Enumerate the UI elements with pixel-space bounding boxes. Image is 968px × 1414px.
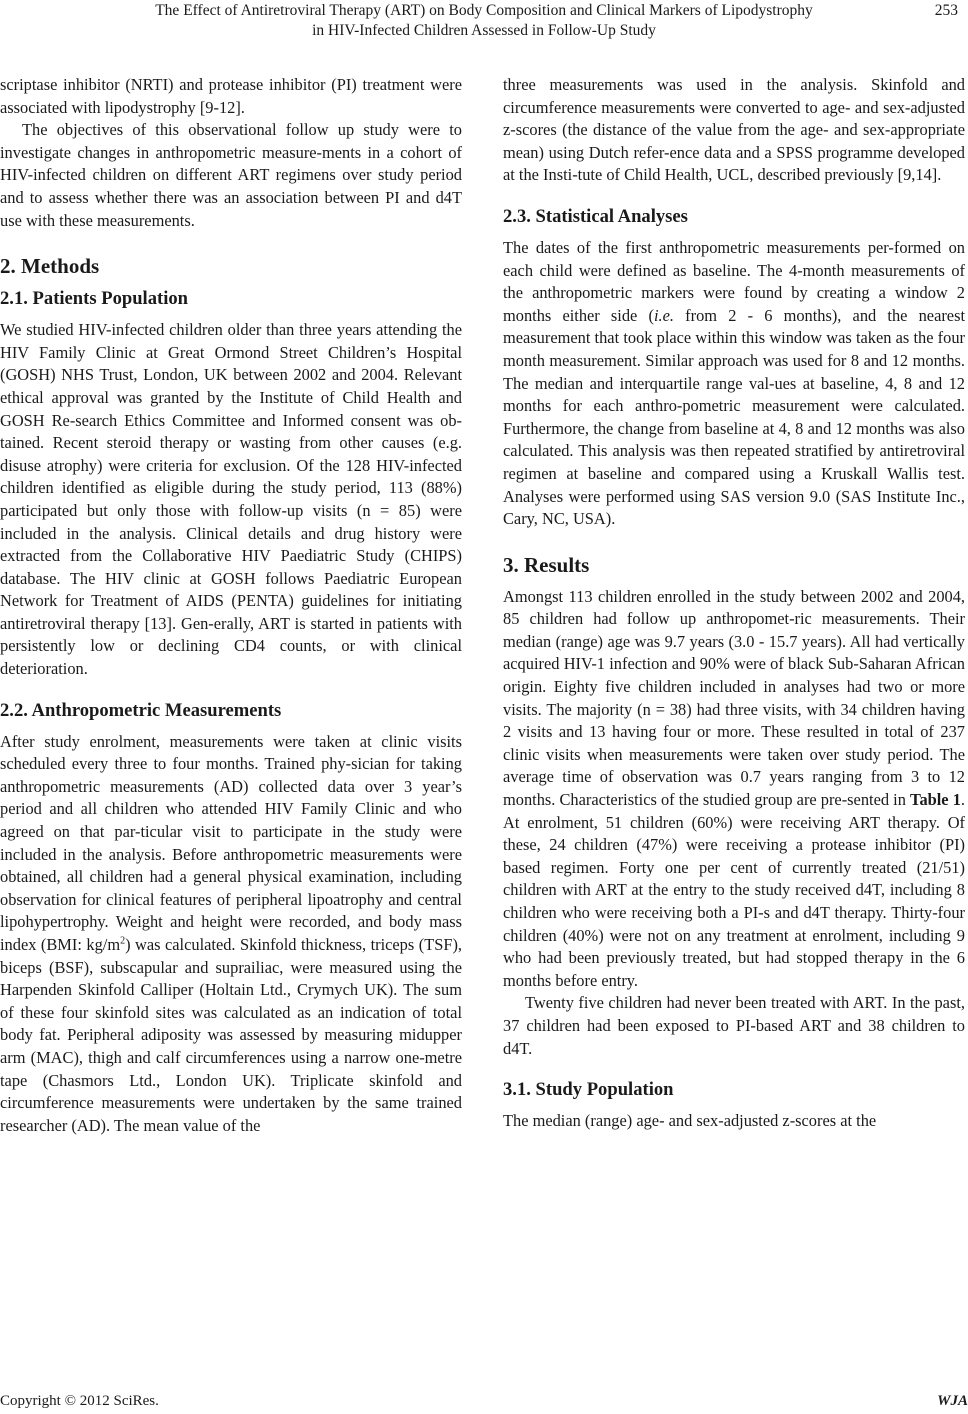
study-population-heading: 3.1. Study Population: [503, 1079, 674, 1101]
page-number: 253: [934, 2, 958, 19]
twenty-five-children-paragraph: Twenty five children had never been treated with ART. In the past, 37 children had been exposed to PI-based ART and 38 children to d4T.: [503, 993, 965, 1058]
results-paragraph: [503, 586, 965, 993]
statistical-analyses-heading: 2.3. Statistical Analyses: [503, 205, 688, 227]
results-text-part-1: Amongst 113 children enrolled in the study between 2002 and 2004, 85 children had follow up anthropomet-ric measurements. Their median (range) age was 9.7 years (3.0 - 15.7 years). All had vertically acquired HIV-1 infection and 90% were of black Sub-Saharan African origin. Eighty five children included in analyses had two or more visits. The majority (n = 38) had three visits, with 34 children having 2 visits and 13 having four or more. These resulted in total of 237 clinic visits when measurements were taken over study period. The average time of observation was 0.7 years ranging from 3 to 12 months. Characteristics of the studied group are pre-sented in: [503, 586, 965, 810]
copyright-notice: Copyright © 2012 SciRes.: [0, 1393, 159, 1409]
left-column: [0, 74, 462, 1137]
statistical-analyses-paragraph: [503, 237, 965, 531]
anthropometric-measurements-paragraph: [0, 731, 462, 1138]
study-population-paragraph: The median (range) age- and sex-adjusted z-scores at the: [503, 1111, 877, 1131]
journal-abbreviation: WJA: [937, 1393, 968, 1409]
objectives-paragraph: The objectives of this observational follow up study were to investigate changes in anthropometric measure-ments in a cohort of HIV-infected children on different ART regimens over study period and to assess whether there was an association between PI and d4T use with these measurements.: [0, 120, 462, 230]
header-title-line-1: The Effect of Antiretroviral Therapy (ART) on Body Composition and Clinical Markers of Lipodystrophy: [155, 2, 813, 19]
anthropometric-continued-paragraph: three measurements was used in the analysis. Skinfold and circumference measurements were converted to age- and sex-adjusted z-scores (the distance of the value from the age- and sex-appropriate mean) using Dutch refer-ence data and a SPSS programme developed at the Insti-tute of Child Health, UCL, described previously [9,14].: [503, 75, 965, 185]
intro-end-paragraph: scriptase inhibitor (NRTI) and protease inhibitor (PI) treatment were associated with lipodystrophy [9-12].: [0, 75, 462, 117]
results-heading: 3. Results: [503, 552, 590, 577]
page-footer: [0, 1391, 968, 1411]
ie-abbreviation: i.e.: [653, 305, 674, 325]
right-column: [503, 74, 965, 1133]
results-text-part-2: . At enrolment, 51 children (60%) were receiving ART therapy. Of these, 24 children (47%) were receiving a protease inhibitor (PI) based regimen. Forty one per cent of currently treated (21/51) children with ART at the entry to the study received d4T, including 8 children who were receiving both a PI-s and d4T therapy. Thirty-four children (40%) were not on any treatment at enrolment, including 9 who had been previously treated, but had stopped therapy in the 6 months before entry.: [503, 790, 965, 990]
running-header: [0, 0, 968, 50]
superscript-2: 2: [120, 935, 126, 947]
patients-population-heading: 2.1. Patients Population: [0, 288, 189, 310]
patients-population-paragraph: We studied HIV-infected children older than three years attending the HIV Family Clinic at Great Ormond Street Children’s Hospital (GOSH) NHS Trust, London, UK between 2002 and 2004. Relevant ethical approval was granted by the Institute of Child Health and GOSH Re-search Ethics Committee and Informed consent was ob-tained. Recent steroid therapy or wasting from other causes (e.g. disuse atrophy) were criteria for exclusion. Of the 128 HIV-infected children identified as eligible during the study period, 113 (88%) participated but only those with follow-up visits (n = 85) were included in the analysis. Clinical details and drug history were extracted from the Collaborative HIV Paediatric Study (CHIPS) database. The HIV clinic at GOSH follows Paediatric European Network for Treatment of AIDS (PENTA) guidelines for initiating antiretroviral therapy [13]. Gen-erally, ART is started in patients with persistently low or declining CD4 counts, or with clinical deterioration.: [0, 320, 462, 679]
methods-heading: 2. Methods: [0, 254, 100, 279]
stats-text-part-1: The dates of the first anthropometric measurements per-formed on each child were defined as baseline. The 4-month measurements of the anthropometric markers were found by creating a window 2 months either side (: [503, 237, 965, 325]
stats-text-part-2: from 2 - 6 months), and the nearest measurement that took place within this window was taken as the four month measurement. Similar approach was used for 8 and 12 months. The median and interquartile range val-ues at baseline, 4, 8 and 12 months for each anthro-pometric measurement were calculated. Furthermore, the change from baseline at 4, 8 and 12 months was also calculated. This analysis was then repeated stratified by antiretroviral regimen at baseline and compared using a Kruskall Wallis test. Analyses were performed using SAS version 9.0 (SAS Institute Inc., Cary, NC, USA).: [503, 305, 966, 529]
anthro-text-part-2: ) was calculated. Skinfold thickness, triceps (TSF), biceps (BSF), subscapular and suprailiac, were measured using the Harpenden Skinfold Calliper (Holtain Ltd., Crymych UK). The sum of these four skinfold sites was calculated as an indication of total body fat. Peripheral adiposity was assessed by measuring midupper arm (MAC), thigh and calf circumferences using a narrow one-metre tape (Chasmors Ltd., London UK). Triplicate skinfold and circumference measurements were undertaken by the same trained researcher (AD). The mean value of the: [0, 935, 463, 1135]
header-title-line-2: in HIV-Infected Children Assessed in Follow-Up Study: [312, 22, 656, 39]
anthropometric-measurements-heading: 2.2. Anthropometric Measurements: [0, 699, 282, 721]
table-1-reference: Table 1: [910, 790, 961, 810]
anthro-text-part-1: After study enrolment, measurements were taken at clinic visits scheduled every three to four months. Trained phy-sician for taking anthropometric measurements (AD) collected data over 3 year’s period and all children who attended HIV Family Clinic and who agreed on that par-ticular visit to participate in the study were included in the analysis. Before anthropometric measurements were obtained, all children had a general physical examination, including observation for clinical features of peripheral lipoatrophy and central lipohypertrophy. Weight and height were recorded, and body mass index (BMI: kg/m: [0, 731, 462, 954]
